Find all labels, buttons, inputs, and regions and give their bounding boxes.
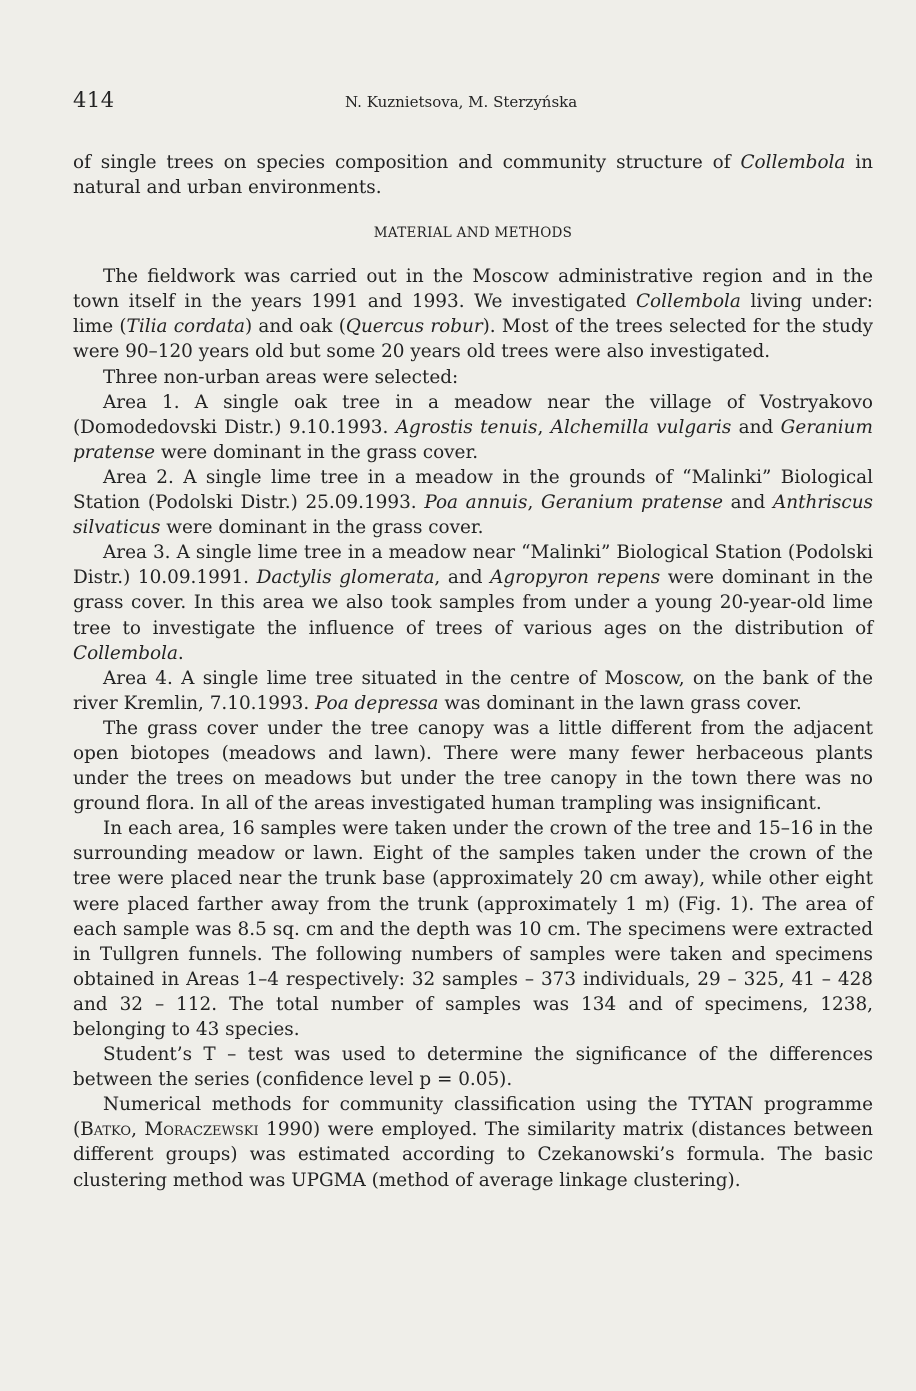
cited-author: Batko (80, 1119, 132, 1141)
taxon-name: Quercus robur (345, 316, 483, 338)
text-run: and (731, 416, 781, 438)
section-heading: MATERIAL AND METHODS (373, 225, 573, 242)
text-run: Area 2. A single lime tree in a meadow in the grounds of “Malinki” Biological Station (Podolski Distr.) 25.09.1993. (73, 466, 873, 514)
taxon-name: Geranium pratense (541, 492, 723, 514)
text-run: were dominant in the grass cover. (160, 517, 484, 539)
intro-paragraph (73, 150, 873, 200)
taxon-name: Geranium pratense (73, 416, 873, 463)
text-run: Area 4. A single lime tree situated in the centre of Moscow, on the bank of the river Kremlin, 7.10.1993. (73, 667, 873, 714)
text-run: , and (434, 567, 491, 589)
text-run: of single trees on species composition and community structure of (73, 152, 741, 173)
clustering-paragraph (73, 1092, 873, 1192)
taxon-name: Dactylis glomerata (256, 567, 435, 589)
methods-paragraph-1 (73, 264, 873, 364)
text-run: ). Most of the trees selected for the study were 90–120 years old but some 20 years old trees were also investigated. (73, 316, 874, 363)
sampling-paragraph: In each area, 16 samples were taken under the crown of the tree and 15–16 in the surrounding meadow or lawn. Eight of the samples taken under the crown of the tree were placed near the trunk base (approximately 20 cm away), while other eight were placed farther away from the trunk (approximately 1 m) (Fig. 1). The area of each sample was 8.5 sq. cm and the depth was 10 cm. The specimens were extracted in Tullgren funnels. The following numbers of samples were taken and specimens obtained in Areas 1–4 respectively: 32 samples – 373 individuals, 29 – 325, 41 – 428 and 32 – 112. The total number of samples was 134 and of specimens, 1238, belonging to 43 species. (73, 818, 873, 1040)
statistics-paragraph: Student’s T – test was used to determine the significance of the differences between the series (confidence level p = 0.05). (73, 1044, 873, 1091)
running-head-authors: N. Kuznietsova, M. Sterzyńska (345, 93, 578, 111)
text-run: Area 1. A single oak tree in a meadow near the village of Vostryakovo (Domodedovski Distr.) 9.10.1993. (73, 391, 873, 438)
taxon-name: Collembola (740, 152, 846, 173)
taxon-name: Agrostis tenuis (395, 416, 538, 438)
page-number: 414 (73, 88, 115, 112)
text-run: were dominant in the grass cover. (154, 441, 479, 463)
article-body (73, 150, 873, 1193)
text-run: The fieldwork was carried out in the Moscow administrative region and in the town itself in the years 1991 and 1993. We investigated (73, 266, 873, 313)
area-1-paragraph (73, 390, 873, 465)
text-run: Numerical methods for community classification using the TYTAN programme ( (73, 1094, 873, 1141)
text-run: , (537, 416, 551, 438)
text-run: ) and oak ( (244, 316, 346, 338)
taxon-name: Collembola (635, 291, 741, 313)
cited-author: Moraczewski (144, 1119, 259, 1141)
grass-cover-paragraph: The grass cover under the tree canopy was a little different from the adjacent open biotopes (meadows and lawn). There were many fewer herbaceous plants under the trees on meadows but under the tree canopy in the town there was no ground flora. In all of the areas investigated human trampling was insignificant. (73, 717, 873, 815)
text-run: Area 3. A single lime tree in a meadow near “Malinki” Biological Station (Podolski Distr.) 10.09.1991. (73, 542, 873, 589)
running-head (73, 88, 873, 118)
taxon-name: Anthriscus silvaticus (73, 492, 873, 539)
text-run: 1990) were employed. The similarity matrix (distances between different groups) was estimated according to Czekanowski’s formula. The basic clustering method was UPGMA (method of average linkage clustering). (73, 1119, 873, 1191)
area-2-paragraph (73, 465, 873, 540)
text-run: , (131, 1119, 145, 1141)
taxon-name: Tilia cordata (126, 316, 245, 338)
area-4-paragraph (73, 666, 873, 716)
text-run: was dominant in the lawn grass cover. (438, 692, 802, 714)
taxon-name: Poa annuis (424, 492, 528, 514)
area-3-paragraph (73, 540, 873, 665)
methods-paragraph-2: Three non-urban areas were selected: (103, 366, 459, 388)
text-run: were dominant in the grass cover. In this area we also took samples from under a young 20-year-old lime tree to investigate the influence of trees of various ages on the distribution of (73, 567, 873, 639)
taxon-name: Agropyron repens (490, 567, 661, 589)
text-run: , (527, 492, 542, 514)
text-run: and (723, 492, 773, 514)
text-run: in natural and urban environments. (73, 152, 873, 199)
taxon-name: Alchemilla vulgaris (550, 416, 732, 438)
taxon-name: Collembola (73, 642, 178, 664)
text-run: . (177, 642, 184, 664)
text-run: living under: lime ( (73, 291, 873, 338)
taxon-name: Poa depressa (315, 692, 439, 714)
